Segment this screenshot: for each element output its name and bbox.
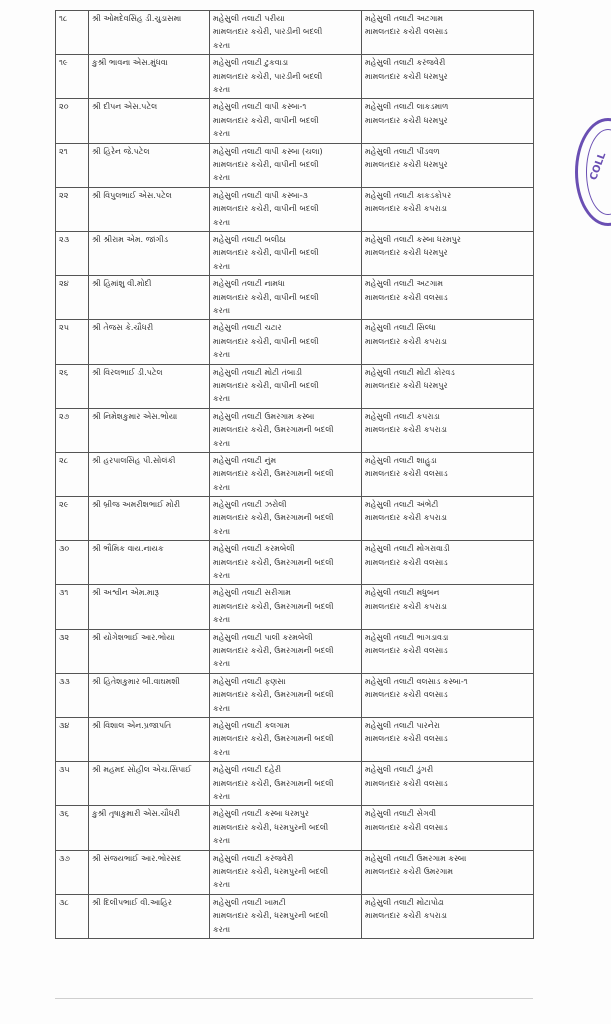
current-posting-line: મામલતદાર કચેરી, ઉમરગામની બદલી [213, 557, 334, 567]
current-posting-cell [210, 11, 362, 55]
employee-name-cell: શ્રી હરપાલસિંહ પી.સોલંકી [89, 452, 210, 496]
new-posting-line: મહેસુલી તલાટી કાકડકોપર [365, 190, 452, 200]
table-row [56, 629, 534, 673]
serial-number-cell: ૩૦ [56, 541, 89, 585]
employee-name-cell: શ્રી મહમદ સોહીલ એચ.સિપાઈ [89, 762, 210, 806]
new-posting-cell [362, 320, 534, 364]
current-posting-line: કરતા [213, 350, 231, 360]
serial-number-cell: ૨૭ [56, 408, 89, 452]
serial-number-cell: ૩૮ [56, 894, 89, 938]
current-posting-line: મહેસુલી તલાટી ટુકવાડા [213, 58, 289, 68]
current-posting-line: કરતા [213, 40, 231, 50]
current-posting-line: મામલતદાર કચેરી, ઉમરગામની બદલી [213, 690, 334, 700]
table-row [56, 585, 534, 629]
current-posting-cell [210, 894, 362, 938]
new-posting-line: મહેસુલી તલાટી અટગામ [365, 279, 444, 289]
new-posting-line: મહેસુલી તલાટી ભાગડાવડા [365, 632, 449, 642]
new-posting-line: મામલતદાર કચેરી ધરમપુર [365, 115, 448, 125]
current-posting-line: મહેસુલી તલાટી ઉમરગામ કસ્બા [213, 411, 315, 421]
table-row [56, 364, 534, 408]
new-posting-line: મહેસુલી તલાટી મધુબન [365, 588, 440, 598]
current-posting-line: મામલતદાર કચેરી, ઉમરગામની બદલી [213, 513, 334, 523]
new-posting-line: મહેસુલી તલાટી મોગરાવાડી [365, 544, 450, 554]
current-posting-line: મહેસુલી તલાટી પાલી કરમબેલી [213, 632, 313, 642]
current-posting-line: કરતા [213, 747, 231, 757]
serial-number-cell: ૩૫ [56, 762, 89, 806]
employee-name-cell: શ્રી બ્રીજ અમરીશભાઈ મોરી [89, 497, 210, 541]
current-posting-line: મામલતદાર કચેરી, વાપીની બદલી [213, 159, 319, 169]
employee-name-cell: શ્રી સંજયભાઈ આર.ભોરસદ [89, 850, 210, 894]
new-posting-cell [362, 629, 534, 673]
new-posting-line: મામલતદાર કચેરી ધરમપુર [365, 159, 448, 169]
current-posting-line: કરતા [213, 173, 231, 183]
current-posting-line: મામલતદાર કચેરી, વાપીની બદલી [213, 336, 319, 346]
table-row [56, 276, 534, 320]
new-posting-cell [362, 99, 534, 143]
table-row [56, 408, 534, 452]
current-posting-line: મામલતદાર કચેરી, વાપીની બદલી [213, 115, 319, 125]
table-row [56, 11, 534, 55]
new-posting-line: મહેસુલી તલાટી ઉમરગામ કસ્બા [365, 853, 467, 863]
official-seal-stamp [575, 118, 611, 226]
new-posting-cell [362, 762, 534, 806]
current-posting-line: કરતા [213, 526, 231, 536]
current-posting-cell [210, 585, 362, 629]
new-posting-line: મામલતદાર કચેરી કપરાડા [365, 601, 448, 611]
new-posting-cell [362, 11, 534, 55]
new-posting-line: મહેસુલી તલાટી પારનેરા [365, 721, 440, 730]
new-posting-cell [362, 894, 534, 938]
table-row [56, 143, 534, 187]
employee-name-cell: શ્રી હિતેશકુમાર બી.વાઘમશી [89, 673, 210, 717]
current-posting-line: કરતા [213, 129, 231, 139]
new-posting-cell [362, 850, 534, 894]
new-posting-cell [362, 276, 534, 320]
current-posting-cell [210, 320, 362, 364]
new-posting-cell [362, 55, 534, 99]
current-posting-line: કરતા [213, 571, 231, 581]
current-posting-line: મામલતદાર કચેરી, વાપીની બદલી [213, 292, 319, 302]
employee-name-cell: શ્રી દીપન એસ.પટેલ [89, 99, 210, 143]
current-posting-cell [210, 673, 362, 717]
current-posting-cell [210, 452, 362, 496]
current-posting-line: મામલતદાર કચેરી, ઉમરગામની બદલી [213, 469, 334, 479]
new-posting-line: મહેસુલી તલાટી અટગામ [365, 14, 444, 23]
table-body [56, 11, 534, 939]
new-posting-line: મામલતદાર કચેરી કપરાડા [365, 204, 448, 214]
new-posting-line: મામલતદાર કચેરી ઉમરગામ [365, 866, 454, 876]
current-posting-cell [210, 408, 362, 452]
current-posting-line: મહેસુલી તલાટી સરીગામ [213, 588, 291, 598]
current-posting-line: કરતા [213, 792, 231, 801]
new-posting-cell [362, 718, 534, 762]
new-posting-line: મામલતદાર કચેરી ધરમપુર [365, 380, 448, 390]
current-posting-line: મામલતદાર કચેરી, પારડીની બદલી [213, 71, 323, 81]
table-row [56, 55, 534, 99]
new-posting-line: મહેસુલી તલાટી મોટાપોઢા [365, 897, 444, 907]
new-posting-line: મામલતદાર કચેરી વલસાડ [365, 469, 448, 479]
serial-number-cell: ૩૨ [56, 629, 89, 673]
current-posting-line: મામલતદાર કચેરી, ધરમપુરની બદલી [213, 822, 329, 832]
new-posting-line: મામલતદાર કચેરી વલસાડ [365, 646, 448, 656]
current-posting-line: મહેસુલી તલાટી કરંજવેરી [213, 853, 294, 863]
current-posting-line: મહેસુલી તલાટી બલીઠા [213, 234, 286, 244]
new-posting-cell [362, 143, 534, 187]
current-posting-line: મહેસુલી તલાટી ખામટી [213, 897, 286, 907]
table-row [56, 99, 534, 143]
employee-name-cell: શ્રી હિરેન જે.પટેલ [89, 143, 210, 187]
current-posting-line: મહેસુલી તલાટી દહેરી [213, 765, 282, 775]
employee-name-cell: શ્રી દિલીપભાઈ વી.આહિર [89, 894, 210, 938]
new-posting-line: મામલતદાર કચેરી વલસાડ [365, 778, 448, 788]
current-posting-line: મહેસુલી તલાટી કસ્બા ધરમપુર [213, 809, 309, 819]
current-posting-line: કરતા [213, 394, 231, 404]
new-posting-line: મહેસુલી તલાટી લાકડમાળ [365, 102, 449, 112]
current-posting-cell [210, 231, 362, 275]
new-posting-line: મહેસુલી તલાટી કસ્બા ધરમપુર [365, 234, 461, 244]
table-row [56, 187, 534, 231]
current-posting-line: કરતા [213, 482, 231, 492]
employee-name-cell: શ્રી તેજસ કે.ચૌધરી [89, 320, 210, 364]
employee-name-cell: શ્રી વિરલભાઈ ડી.પટેલ [89, 364, 210, 408]
new-posting-line: મહેસુલી તલાટી કપરાડા [365, 411, 440, 421]
current-posting-line: કરતા [213, 438, 231, 448]
serial-number-cell: ૧૮ [56, 11, 89, 55]
table-row [56, 541, 534, 585]
serial-number-cell: ૩૩ [56, 673, 89, 717]
new-posting-cell [362, 408, 534, 452]
new-posting-line: મામલતદાર કચેરી ધરમપુર [365, 248, 448, 258]
table-row [56, 452, 534, 496]
serial-number-cell: ૩૭ [56, 850, 89, 894]
current-posting-line: કરતા [213, 305, 231, 315]
new-posting-line: મામલતદાર કચેરી વલસાડ [365, 292, 448, 302]
current-posting-cell [210, 364, 362, 408]
new-posting-cell [362, 806, 534, 850]
current-posting-cell [210, 629, 362, 673]
current-posting-line: મહેસુલી તલાટી વાપી કસ્બા (ચલા) [213, 146, 323, 156]
new-posting-cell [362, 541, 534, 585]
new-posting-line: મામલતદાર કચેરી ધરમપુર [365, 71, 448, 81]
new-posting-cell [362, 452, 534, 496]
current-posting-cell [210, 143, 362, 187]
new-posting-cell [362, 364, 534, 408]
current-posting-cell [210, 718, 362, 762]
table-row [56, 762, 534, 806]
page-fold-line [55, 998, 533, 999]
employee-name-cell: શ્રી વિપુલભાઈ એસ.પટેલ [89, 187, 210, 231]
new-posting-line: મહેસુલી તલાટી અંભેટી [365, 500, 439, 510]
employee-name-cell: શ્રી શ્રીરામ એમ. જાંગીડ [89, 231, 210, 275]
table-row [56, 850, 534, 894]
serial-number-cell: ૨૪ [56, 276, 89, 320]
table-row [56, 894, 534, 938]
current-posting-line: કરતા [213, 659, 231, 669]
new-posting-line: મામલતદાર કચેરી વલસાડ [365, 27, 448, 37]
current-posting-cell [210, 541, 362, 585]
employee-name-cell: શ્રી હિમાંશુ વી.મોદી [89, 276, 210, 320]
current-posting-line: મહેસુલી તલાટી નુંમ [213, 455, 277, 465]
current-posting-line: મામલતદાર કચેરી, ઉમરગામની બદલી [213, 601, 334, 611]
current-posting-line: મહેસુલી તલાટી ફણસા [213, 676, 286, 686]
new-posting-line: મહેસુલી તલાટી પીંડવળ [365, 146, 440, 156]
current-posting-line: કરતા [213, 703, 231, 713]
new-posting-line: મામલતદાર કચેરી કપરાડા [365, 911, 448, 921]
current-posting-line: મામલતદાર કચેરી, ઉમરગામની બદલી [213, 646, 334, 656]
current-posting-line: મહેસુલી તલાટી મોટી તંબાડી [213, 367, 302, 377]
new-posting-line: મહેસુલી તલાટી સેગવી [365, 809, 437, 819]
current-posting-line: મામલતદાર કચેરી, ધરમપુરની બદલી [213, 866, 329, 876]
table-row [56, 806, 534, 850]
new-posting-line: મહેસુલી તલાટી સિલ્ધા [365, 323, 436, 333]
current-posting-line: મામલતદાર કચેરી, ધરમપુરની બદલી [213, 911, 329, 921]
new-posting-cell [362, 231, 534, 275]
new-posting-cell [362, 187, 534, 231]
serial-number-cell: ૧૯ [56, 55, 89, 99]
current-posting-line: કરતા [213, 836, 231, 846]
serial-number-cell: ૨૩ [56, 231, 89, 275]
new-posting-line: મહેસુલી તલાટી શાહુડા [365, 455, 437, 465]
current-posting-cell [210, 99, 362, 143]
current-posting-line: મહેસુલી તલાટી ઝરોલી [213, 500, 287, 510]
new-posting-cell [362, 497, 534, 541]
current-posting-line: મહેસુલી તલાટી કલગામ [213, 721, 290, 730]
table-row [56, 320, 534, 364]
current-posting-line: કરતા [213, 85, 231, 94]
serial-number-cell: ૨૫ [56, 320, 89, 364]
current-posting-line: મામલતદાર કચેરી, વાપીની બદલી [213, 248, 319, 258]
current-posting-line: મહેસુલી તલાટી કરમબેલી [213, 544, 295, 554]
current-posting-line: કરતા [213, 217, 231, 227]
serial-number-cell: ૨૦ [56, 99, 89, 143]
employee-name-cell: શ્રી નિમેશકુમાર એસ.ભોયા [89, 408, 210, 452]
employee-name-cell: શ્રી ભૌમિક વાય.નાયક [89, 541, 210, 585]
current-posting-line: મામલતદાર કચેરી, ઉમરગામની બદલી [213, 778, 334, 788]
current-posting-line: કરતા [213, 880, 231, 890]
new-posting-line: મહેસુલી તલાટી મોટી કોરવડ [365, 367, 455, 377]
new-posting-line: મહેસુલી તલાટી ડુંગરી [365, 765, 434, 775]
transfer-orders-table [55, 10, 534, 939]
employee-name-cell: કુ઼શ્રી ભાવના એસ.મુંધવા [89, 55, 210, 99]
new-posting-line: મામલતદાર કચેરી વલસાડ [365, 690, 448, 700]
serial-number-cell: ૨૬ [56, 364, 89, 408]
current-posting-cell [210, 762, 362, 806]
current-posting-line: મામલતદાર કચેરી, વાપીની બદલી [213, 380, 319, 390]
serial-number-cell: ૩૧ [56, 585, 89, 629]
serial-number-cell: ૨૨ [56, 187, 89, 231]
new-posting-cell [362, 673, 534, 717]
new-posting-cell [362, 585, 534, 629]
new-posting-line: મામલતદાર કચેરી વલસાડ [365, 557, 448, 567]
current-posting-line: કરતા [213, 615, 231, 625]
current-posting-line: મહેસુલી તલાટી નામધા [213, 279, 285, 289]
current-posting-cell [210, 55, 362, 99]
table-row [56, 497, 534, 541]
current-posting-line: મામલતદાર કચેરી, વાપીની બદલી [213, 204, 319, 214]
current-posting-line: મહેસુલી તલાટી ચટાર [213, 323, 282, 333]
new-posting-line: મામલતદાર કચેરી કપરાડા [365, 425, 448, 435]
current-posting-line: કરતા [213, 924, 231, 934]
employee-name-cell: શ્રી વિશાલ એન.પ્રજાપતિ [89, 718, 210, 762]
employee-name-cell: કુ઼શ્રી તૃષાકુમારી એસ.ચૌધરી [89, 806, 210, 850]
new-posting-line: મામલતદાર કચેરી કપરાડા [365, 513, 448, 523]
new-posting-line: મામલતદાર કચેરી વલસાડ [365, 734, 448, 744]
current-posting-cell [210, 497, 362, 541]
new-posting-line: મહેસુલી તલાટી કરંજવેરી [365, 58, 446, 68]
current-posting-line: મામલતદાર કચેરી, ઉમરગામની બદલી [213, 425, 334, 435]
current-posting-cell [210, 187, 362, 231]
current-posting-line: મામલતદાર કચેરી, પારડીની બદલી [213, 27, 323, 37]
new-posting-line: મામલતદાર કચેરી કપરાડા [365, 336, 448, 346]
table-row [56, 231, 534, 275]
current-posting-cell [210, 850, 362, 894]
table-row [56, 673, 534, 717]
new-posting-line: મામલતદાર કચેરી વલસાડ [365, 822, 448, 832]
current-posting-cell [210, 806, 362, 850]
employee-name-cell: શ્રી ઓમદેવસિંહ ડી.ચુડાસમા [89, 11, 210, 55]
current-posting-line: મહેસુલી તલાટી વાપી કસ્બા-૧ [213, 102, 307, 112]
current-posting-line: મહેસુલી તલાટી પરીયા [213, 14, 285, 23]
current-posting-cell [210, 276, 362, 320]
serial-number-cell: ૨૯ [56, 497, 89, 541]
serial-number-cell: ૩૪ [56, 718, 89, 762]
serial-number-cell: ૨૮ [56, 452, 89, 496]
employee-name-cell: શ્રી અશ્વીન એમ.મારૂ [89, 585, 210, 629]
current-posting-line: કરતા [213, 261, 231, 271]
current-posting-line: મહેસુલી તલાટી વાપી કસ્બા-૩ [213, 190, 308, 200]
table-row [56, 718, 534, 762]
serial-number-cell: ૩૬ [56, 806, 89, 850]
seal-lettering: COLL [588, 151, 609, 182]
new-posting-line: મહેસુલી તલાટી વલસાડ કસ્બા-૧ [365, 676, 468, 686]
employee-name-cell: શ્રી યોગેશભાઈ આર.ભોયા [89, 629, 210, 673]
serial-number-cell: ૨૧ [56, 143, 89, 187]
current-posting-line: મામલતદાર કચેરી, ઉમરગામની બદલી [213, 734, 334, 744]
